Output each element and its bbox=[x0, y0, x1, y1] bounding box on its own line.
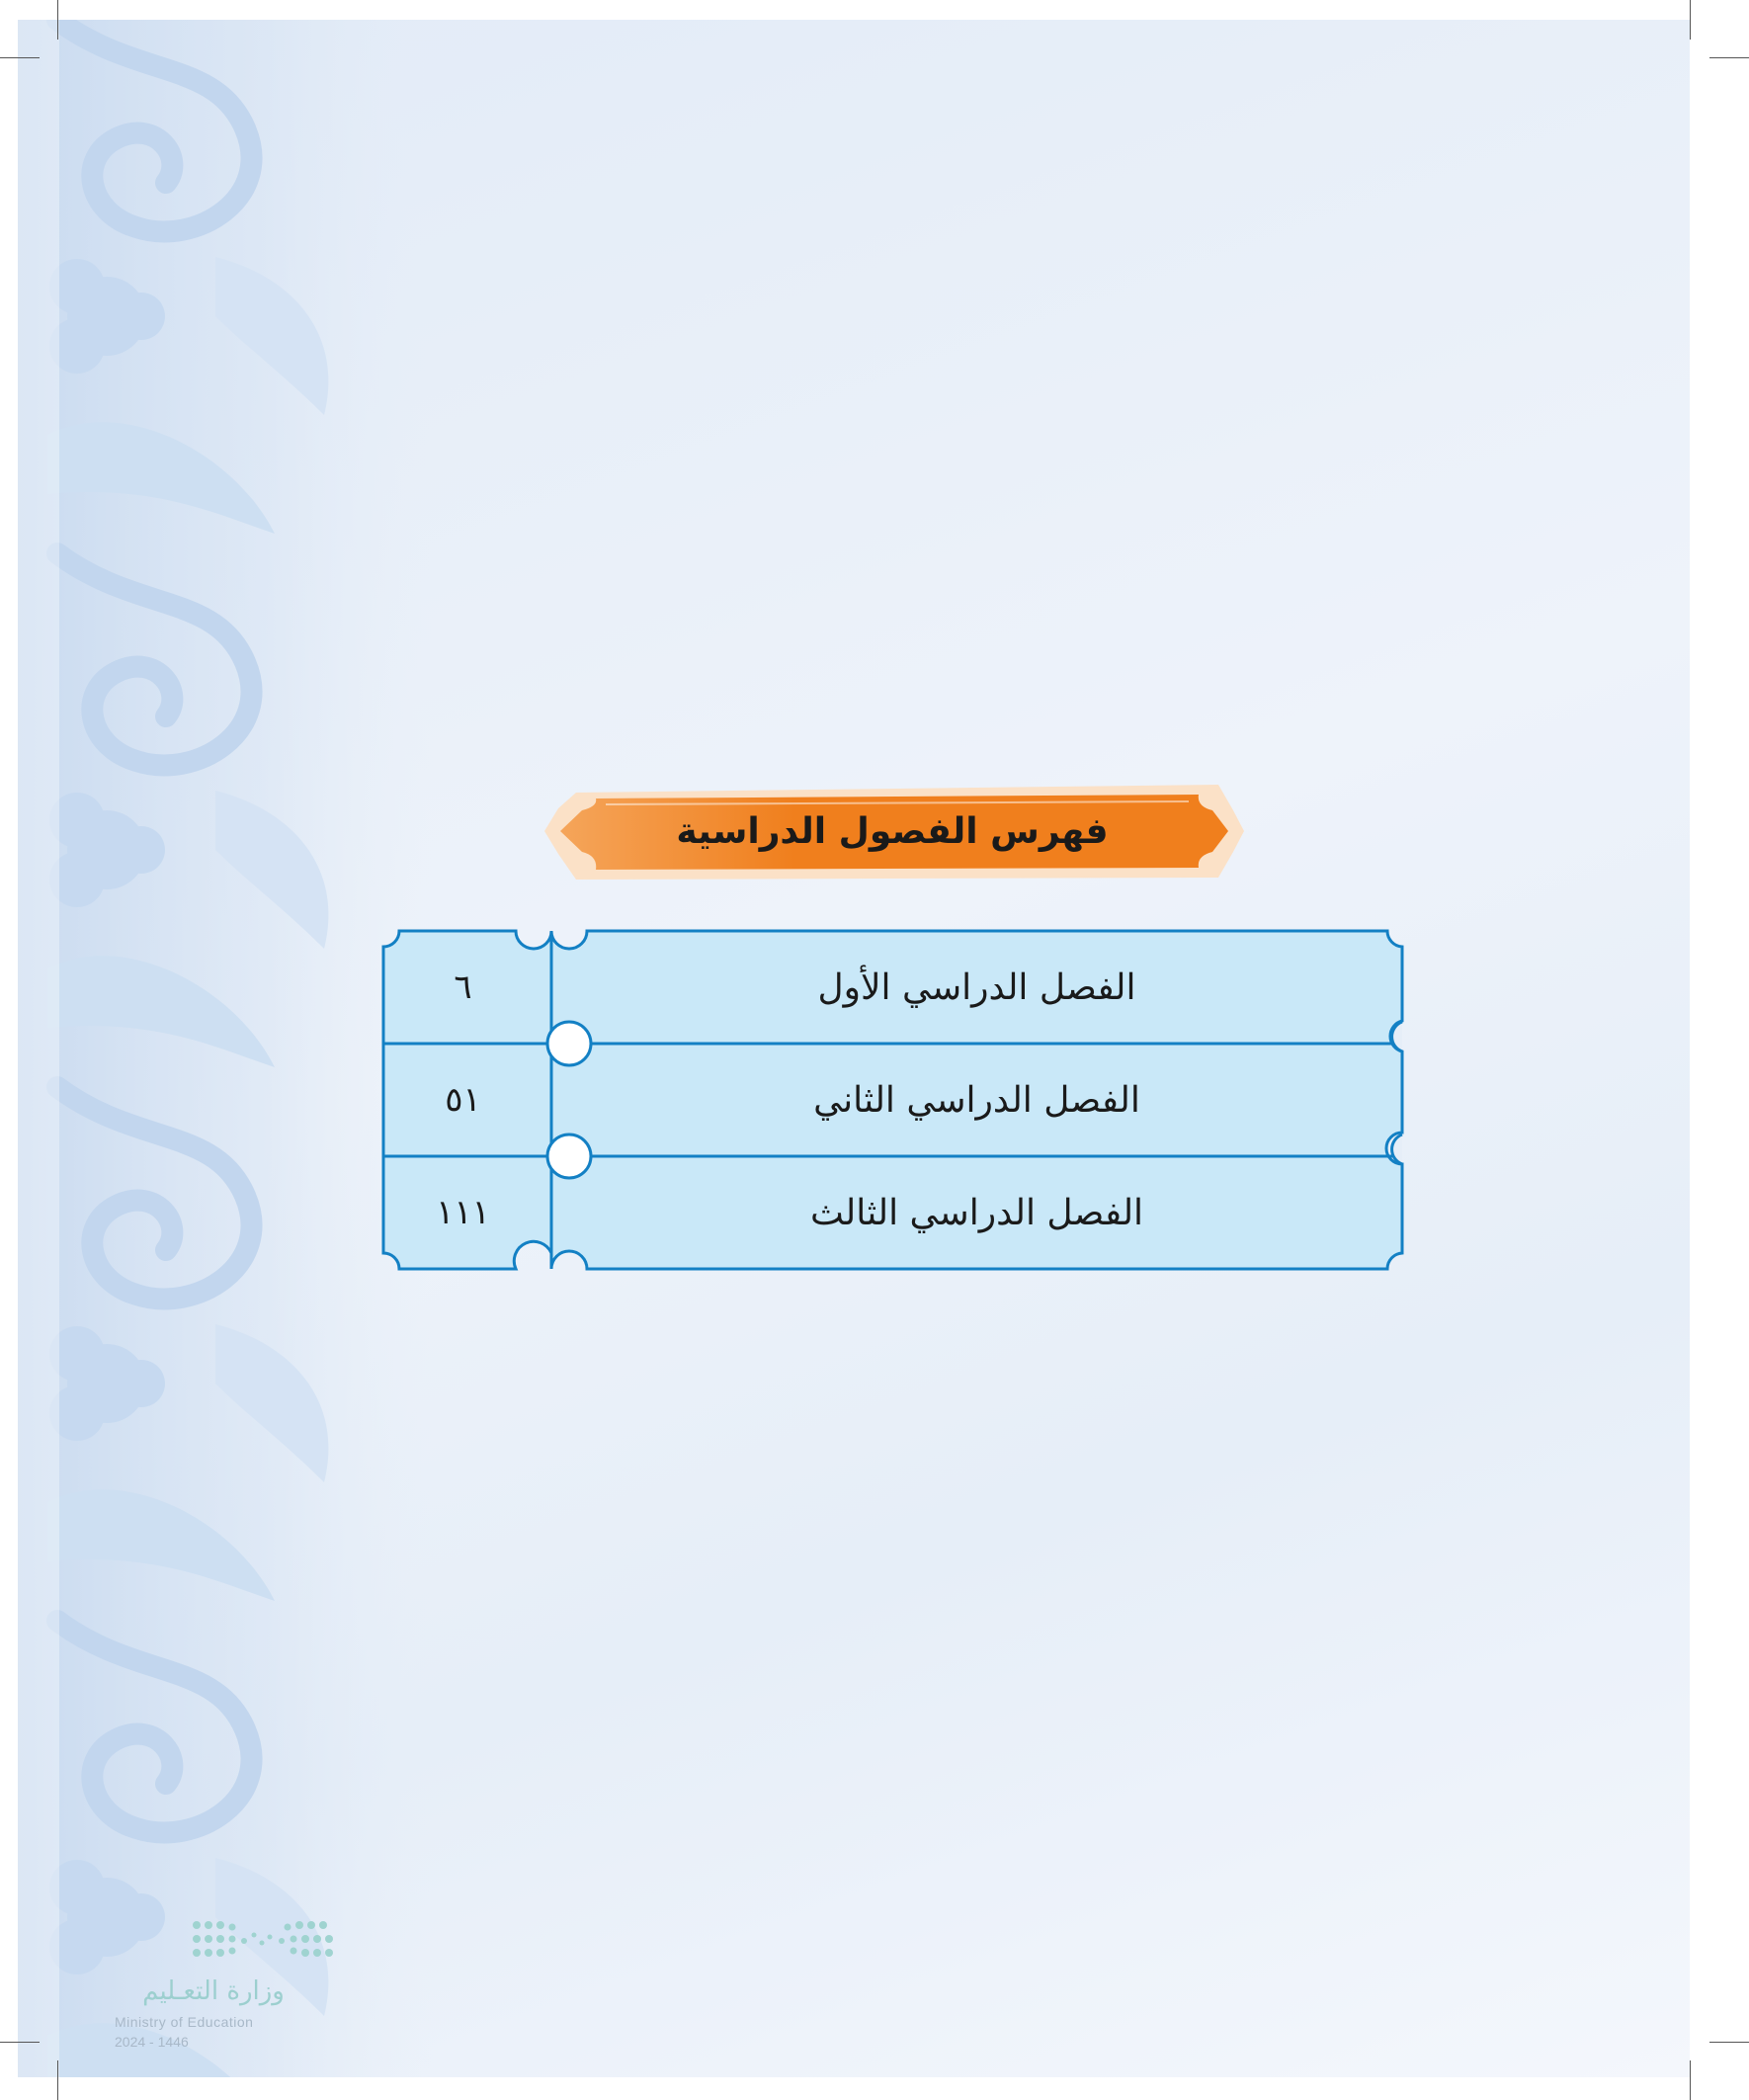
logo-dots-icon bbox=[189, 1917, 337, 1967]
toc-row[interactable] bbox=[381, 931, 1404, 1044]
crop-mark bbox=[1709, 2042, 1749, 2043]
crop-mark bbox=[57, 0, 58, 40]
toc-row[interactable] bbox=[381, 1156, 1404, 1269]
toc-row[interactable] bbox=[381, 1044, 1404, 1156]
floral-ornament-border bbox=[18, 20, 433, 2077]
crop-mark bbox=[1690, 2060, 1691, 2100]
crop-mark bbox=[0, 2042, 40, 2043]
title-banner bbox=[537, 771, 1248, 891]
crop-mark bbox=[1690, 0, 1691, 40]
toc-row-page: ٦ bbox=[454, 967, 472, 1007]
ministry-name-ar: وزارة التعـليم bbox=[142, 1976, 285, 2006]
toc-row-label: الفصل الدراسي الثالث bbox=[809, 1192, 1144, 1233]
edition-year: 2024 - 1446 bbox=[115, 2034, 189, 2050]
ministry-name-en: Ministry of Education bbox=[115, 2014, 254, 2030]
crop-mark bbox=[57, 2060, 58, 2100]
toc-row-page: ١١١ bbox=[436, 1193, 490, 1232]
toc-row-label: الفصل الدراسي الثاني bbox=[813, 1079, 1140, 1121]
toc-table bbox=[381, 927, 1404, 1273]
page-title: فهرس الفصول الدراسية bbox=[676, 810, 1109, 852]
page bbox=[18, 20, 1690, 2077]
toc-row-label: الفصل الدراسي الأول bbox=[817, 966, 1136, 1008]
ministry-logo bbox=[115, 1917, 352, 2065]
toc-row-page: ٥١ bbox=[445, 1080, 481, 1120]
crop-mark bbox=[0, 57, 40, 58]
crop-mark bbox=[1709, 57, 1749, 58]
